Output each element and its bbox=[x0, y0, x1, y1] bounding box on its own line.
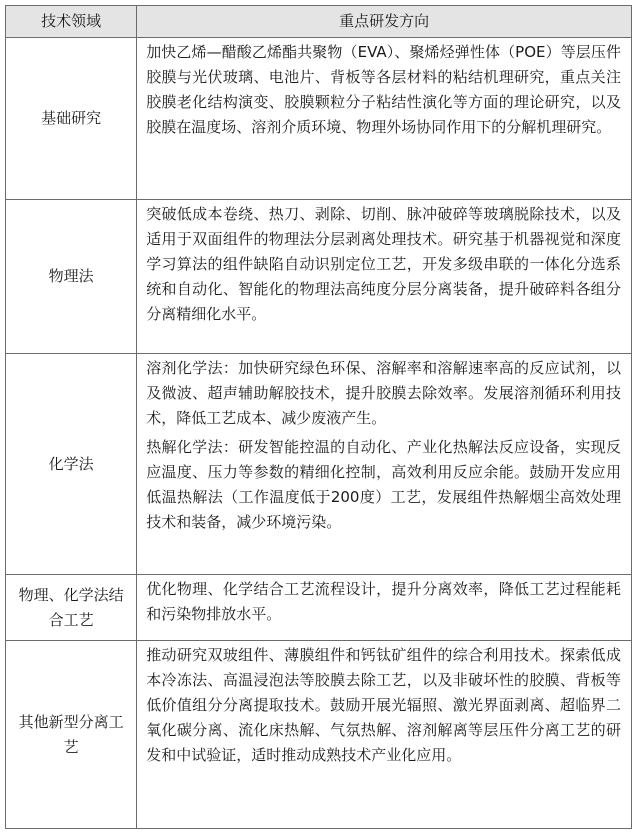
direction-paragraph-solvent: 溶剂化学法：加快研究绿色环保、溶解率和溶解速率高的反应试剂，以及微波、超声辅助解胶技术，提升胶膜去除效率。发展溶剂循环利用技术，降低工艺成本、减少废液产生。 bbox=[146, 359, 621, 427]
header-row bbox=[6, 6, 632, 38]
table-row bbox=[6, 38, 632, 200]
row-area-basic-research: 基础研究 bbox=[6, 38, 137, 200]
row-area-combined-process: 物理、化学法结合工艺 bbox=[6, 575, 137, 641]
row-direction-cell bbox=[137, 200, 632, 354]
row-direction-cell bbox=[137, 641, 632, 829]
row-area-physical-method: 物理法 bbox=[6, 200, 137, 354]
row-direction-cell bbox=[137, 354, 632, 575]
row-area-other-new-process: 其他新型分离工艺 bbox=[6, 641, 137, 829]
direction-paragraph: 突破低成本卷绕、热刀、剥除、切削、脉冲破碎等玻璃脱除技术，以及适用于双面组件的物理法分层剥离处理技术。研究基于机器视觉和深度学习算法的组件缺陷自动识别定位工艺，开发多级串联的一体化分选系统和自动化、智能化的物理法高纯度分层分离装备，提升破碎料各组分分离精细化水平。 bbox=[146, 205, 621, 323]
row-direction-cell bbox=[137, 575, 632, 641]
table-row bbox=[6, 354, 632, 575]
table-row bbox=[6, 575, 632, 641]
table-row bbox=[6, 641, 632, 829]
direction-paragraph: 加快乙烯—醋酸乙烯酯共聚物（EVA）、聚烯烃弹性体（POE）等层压件胶膜与光伏玻璃、电池片、背板等各层材料的粘结机理研究，重点关注胶膜老化结构演变、胶膜颗粒分子粘结性演化等方面的理论研究，以及胶膜在温度场、溶剂介质环境、物理外场协同作用下的分解机理研究。 bbox=[146, 43, 621, 136]
header-technical-field: 技术领域 bbox=[6, 6, 137, 38]
direction-paragraph: 优化物理、化学结合工艺流程设计，提升分离效率，降低工艺过程能耗和污染物排放水平。 bbox=[146, 580, 621, 623]
header-key-rd-direction: 重点研发方向 bbox=[137, 6, 632, 38]
row-area-chemical-method: 化学法 bbox=[6, 354, 137, 575]
table-row bbox=[6, 200, 632, 354]
direction-paragraph-pyrolysis: 热解化学法：研发智能控温的自动化、产业化热解法反应设备，实现反应温度、压力等参数的精细化控制，高效利用反应余能。鼓励开发应用低温热解法（工作温度低于200度）工艺，发展组件热解烟尘高效处理技术和装备，减少环境污染。 bbox=[146, 438, 621, 531]
row-direction-cell bbox=[137, 38, 632, 200]
direction-paragraph: 推动研究双玻组件、薄膜组件和钙钛矿组件的综合利用技术。探索低成本冷冻法、高温浸泡法等胶膜去除工艺，以及非破坏性的胶膜、背板等低价值组分分离提取技术。鼓励开展光辐照、激光界面剥离、超临界二氧化碳分离、流化床热解、气氛热解、溶剂解离等层压件分离工艺的研发和中试验证，适时推动成熟技术产业化应用。 bbox=[146, 646, 621, 764]
research-directions-table bbox=[5, 5, 632, 829]
